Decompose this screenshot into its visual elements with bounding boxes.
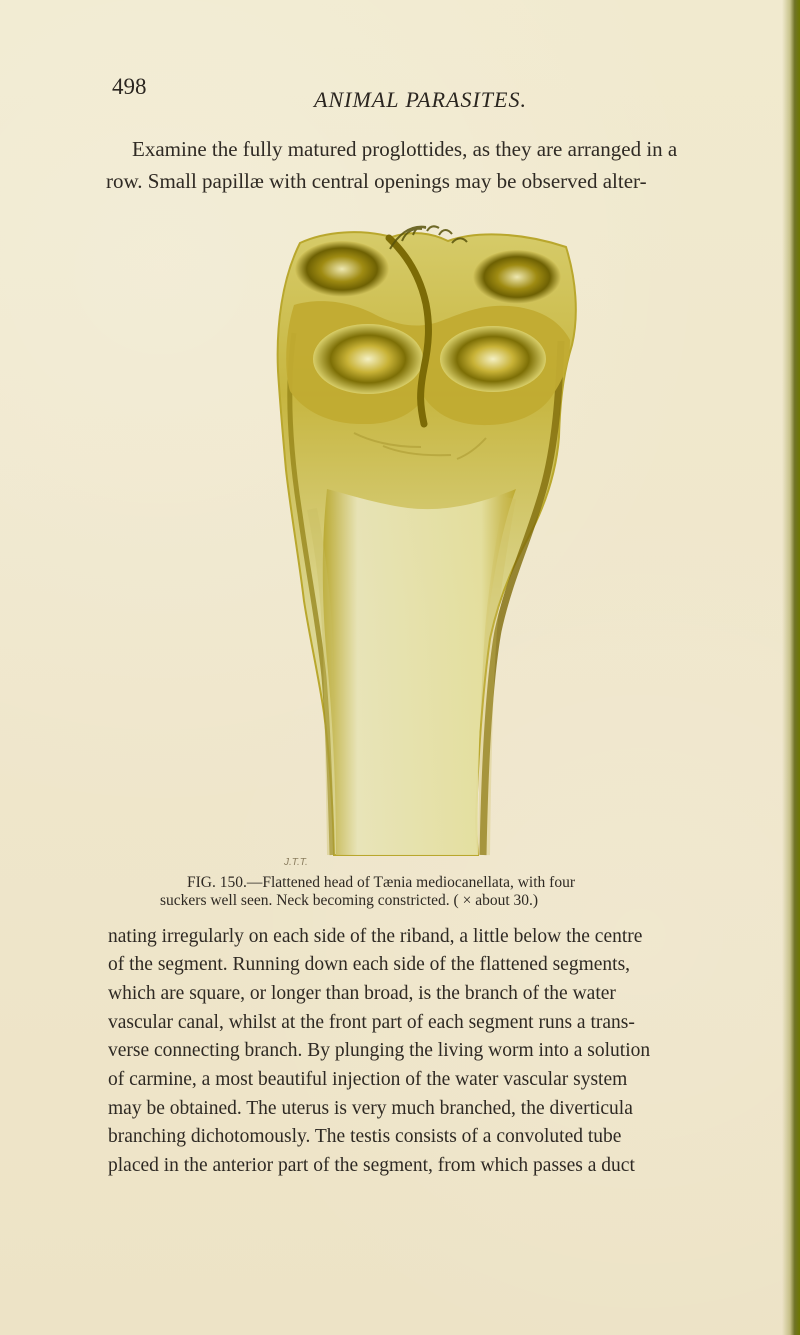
- page-number: 498: [112, 74, 147, 99]
- sucker-top-right: [473, 250, 561, 304]
- specimen-figure: [266, 223, 590, 861]
- body-text-line-7: may be obtained. The uterus is very much branched, the diverticula: [108, 1098, 633, 1119]
- body-text-line-2: of the segment. Running down each side of the flattened segments,: [108, 954, 631, 975]
- body-text-line-6: of carmine, a most beautiful injection of the water vascular system: [108, 1069, 628, 1090]
- figure-caption-line-1: FIG. 150.—Flattened head of Tænia mediocanellata, with four: [187, 874, 575, 891]
- body-text-line-5: verse connecting branch. By plunging the living worm into a solution: [108, 1040, 651, 1061]
- top-text-line-1: Examine the fully matured proglottides, as they are arranged in a: [132, 137, 678, 161]
- body-text-line-4: vascular canal, whilst at the front part of each segment runs a trans-: [108, 1012, 635, 1033]
- artist-initials: J.T.T.: [284, 857, 308, 868]
- sucker-bottom-right: [440, 326, 546, 392]
- sucker-bottom-left: [313, 324, 423, 394]
- sucker-top-left: [295, 241, 389, 297]
- top-text-line-2: row. Small papillæ with central openings may be observed alter-: [106, 169, 647, 193]
- body-text-line-3: which are square, or longer than broad, is the branch of the water: [108, 983, 616, 1004]
- figure-caption-line-2: suckers well seen. Neck becoming constricted. ( × about 30.): [160, 892, 539, 909]
- page-edge-stain: [782, 0, 800, 1335]
- body-text-line-8: branching dichotomously. The testis consists of a convoluted tube: [108, 1126, 622, 1147]
- body-text-line-9: placed in the anterior part of the segment, from which passes a duct: [108, 1155, 635, 1176]
- body-text-line-1: nating irregularly on each side of the riband, a little below the centre: [108, 926, 643, 947]
- tapeworm-head-illustration: [266, 223, 590, 861]
- running-head: ANIMAL PARASITES.: [314, 87, 527, 112]
